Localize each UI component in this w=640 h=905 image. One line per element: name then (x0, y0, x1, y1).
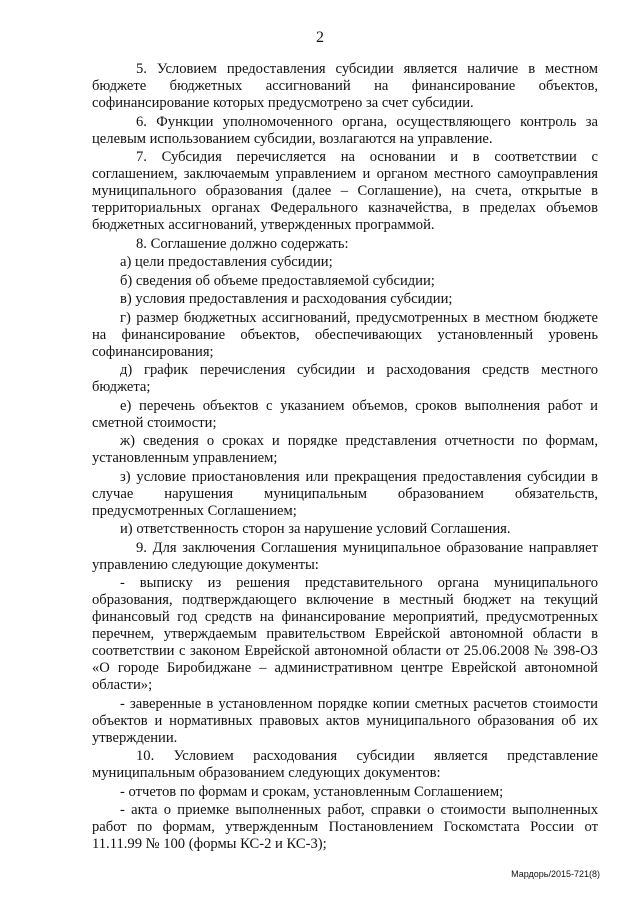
paragraph: 6. Функции уполномоченного органа, осуществляющего контроль за целевым использованием субсидии, возлагаются на управление. (92, 113, 598, 147)
document-body (92, 61, 598, 855)
list-item: - отчетов по формам и срокам, установленным Соглашением; (120, 783, 504, 800)
list-item: е) перечень объектов с указанием объемов, сроков выполнения работ и сметной стоимости; (92, 397, 598, 431)
list-item: ж) сведения о сроках и порядке представления отчетности по формам, установленным управлением; (92, 433, 598, 466)
list-item: - заверенные в установленном порядке копии сметных расчетов стоимости объектов и нормативных правовых актов муниципального образования об их утверждении. (92, 695, 598, 746)
list-item: а) цели предоставления субсидии; (120, 254, 333, 270)
page-number: 2 (316, 29, 324, 46)
list-item: д) график перечисления субсидии и расходования средств местного бюджета; (92, 362, 598, 395)
paragraph: 9. Для заключения Соглашения муниципальное образование направляет управлению следующие документы: (92, 539, 598, 573)
list-item: и) ответственность сторон за нарушение условий Соглашения. (120, 521, 511, 537)
list-item: з) условие приостановления или прекращения предоставления субсидии в случае нарушения муниципальным образованием обязательств, предусмотренных Соглашением; (92, 468, 598, 519)
document-code: Мардорь/2015-721(8) (511, 869, 600, 879)
list-item: - выписку из решения представительного органа муниципального образования, подтверждающего включение в местный бюджет на текущий финансовый год средств на финансирование мероприятий, предусмотренных перечнем, утверждаемым правительством Еврейской автономной области в соответствии с законом Еврейской автономной области от 25.06.2008 № 398-ОЗ «О городе Биробиджане – административном центре Еврейской автономной области»; (92, 575, 598, 693)
list-item: г) размер бюджетных ассигнований, предусмотренных в местном бюджете на финансирование объектов, обеспечивающих установленный уровень софинансирования; (92, 309, 598, 360)
paragraph: 8. Соглашение должно содержать: (136, 235, 349, 252)
paragraph: 7. Субсидия перечисляется на основании и в соответствии с соглашением, заключаемым управлением и органом местного самоуправления муниципального образования (далее – Соглашение), на счета, открытые в территориальных органах Федерального казначейства, в пределах объемов бюджетных ассигнований, утвержденных программой. (92, 149, 598, 233)
paragraph: 5. Условием предоставления субсидии является наличие в местном бюджете бюджетных ассигнований на финансирование объектов, софинансирование которых предусмотрено за счет субсидии. (92, 61, 598, 111)
list-item: - акта о приемке выполненных работ, справки о стоимости выполненных работ по формам, утвержденным Постановлением Госкомстата России от 11.11.99 № 100 (формы КС-2 и КС-3); (92, 802, 598, 852)
paragraph: 10. Условием расходования субсидии является представление муниципальным образованием следующих документов: (92, 748, 598, 781)
list-item: б) сведения об объеме предоставляемой субсидии; (120, 272, 435, 289)
list-item: в) условия предоставления и расходования субсидии; (120, 291, 453, 307)
